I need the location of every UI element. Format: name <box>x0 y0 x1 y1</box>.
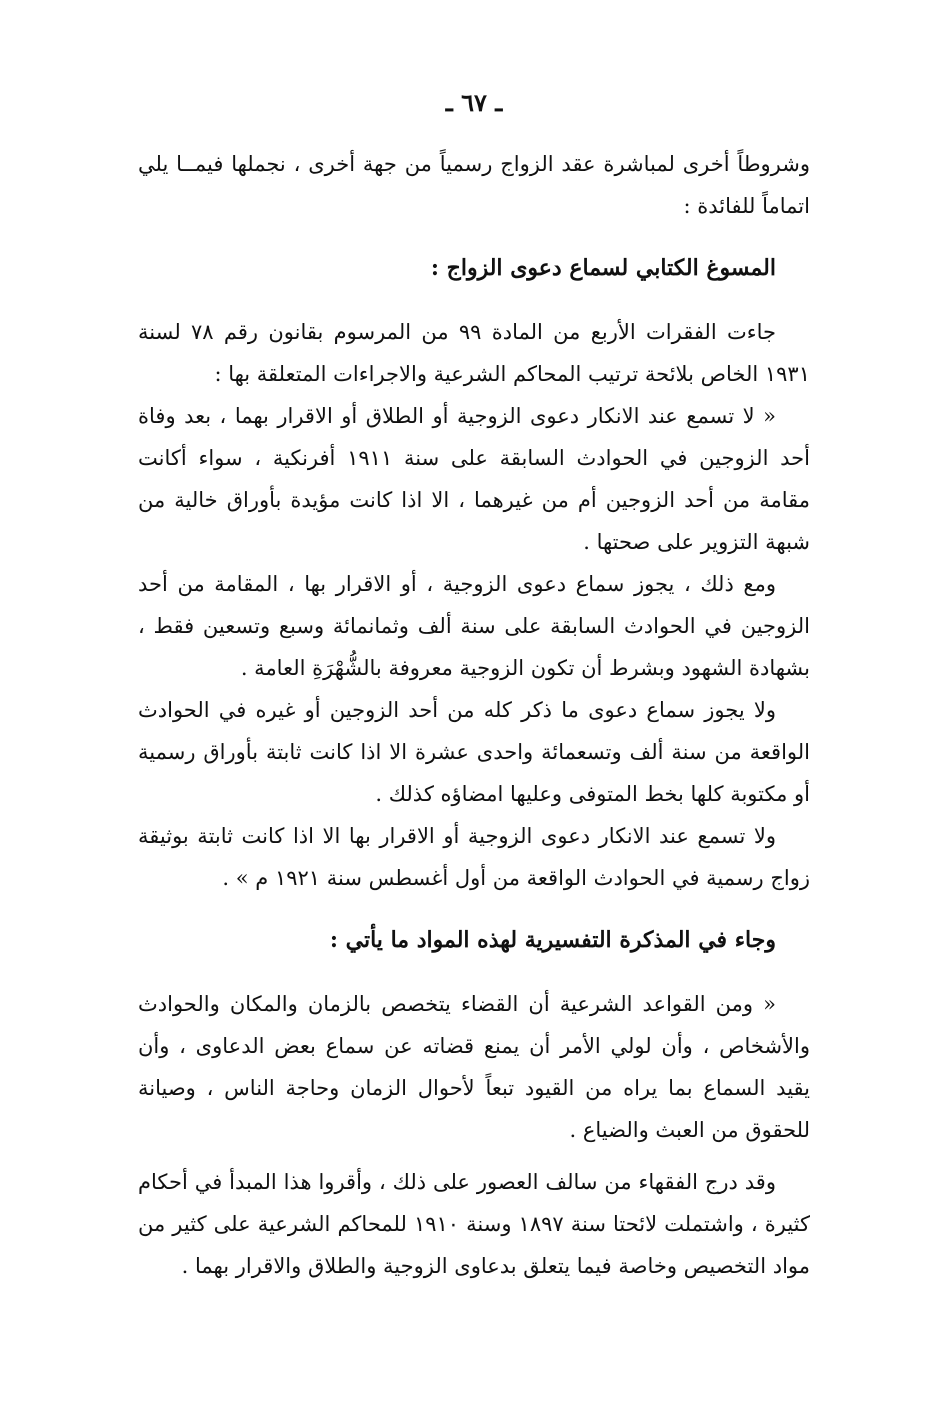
paragraph-quote: ومع ذلك ، يجوز سماع دعوى الزوجية ، أو الاقرار بها ، المقامة من أحد الزوجين في الحوادث السابقة على سنة ألف وثمانمائة وسبع وتسعين فقط ، بشهادة الشهود وبشرط أن تكون الزوجية معروفة بالشُّهْرَةِ العامة . <box>138 572 810 680</box>
page-number: ـ ٦٧ ـ <box>445 88 503 117</box>
paragraph-intro: وشروطاً أخرى لمباشرة عقد الزواج رسمياً من جهة أخرى ، نجملها فيمــا يلي اتماماً للفائدة : <box>138 152 810 218</box>
paragraph-quote: « ومن القواعد الشرعية أن القضاء يتخصص بالزمان والمكان والحوادث والأشخاص ، وأن لولي الأمر أن يمنع قضاته عن سماع بعض الدعاوى ، وأن يقيد السماع بما يراه من القيود تبعاً لأحوال الزمان وحاجة الناس ، وصيانة للحقوق من العبث والضياع . <box>138 992 810 1142</box>
paragraph-quote: « لا تسمع عند الانكار دعوى الزوجية أو الطلاق أو الاقرار بهما ، بعد وفاة أحد الزوجين في الحوادث السابقة على سنة ١٩١١ أفرنكية ، سواء أكانت مقامة من أحد الزوجين أم من غيرهما ، الا اذا كانت مؤيدة بأوراق خالية من شبهة التزوير على صحتها . <box>138 404 810 554</box>
paragraph: وقد درج الفقهاء من سالف العصور على ذلك ، وأقروا هذا المبدأ في أحكام كثيرة ، واشتملت لائحتا سنة ١٨٩٧ وسنة ١٩١٠ للمحاكم الشرعية على كثير من مواد التخصيص وخاصة فيما يتعلق بدعاوى الزوجية والطلاق والاقرار بهما . <box>138 1170 810 1278</box>
section-heading: وجاء في المذكرة التفسيرية لهذه المواد ما يأتي : <box>329 927 776 953</box>
paragraph-quote: ولا تسمع عند الانكار دعوى الزوجية أو الاقرار بها الا اذا كانت ثابتة بوثيقة زواج رسمية في الحوادث الواقعة من أول أغسطس سنة ١٩٢١ م » . <box>138 824 810 890</box>
paragraph: جاءت الفقرات الأربع من المادة ٩٩ من المرسوم بقانون رقم ٧٨ لسنة ١٩٣١ الخاص بلائحة ترتيب المحاكم الشرعية والاجراءات المتعلقة بها : <box>138 320 810 386</box>
paragraph-quote: ولا يجوز سماع دعوى ما ذكر كله من أحد الزوجين أو غيره في الحوادث الواقعة من سنة ألف وتسعمائة واحدى عشرة الا اذا كانت ثابتة بأوراق رسمية أو مكتوبة كلها بخط المتوفى وعليها امضاؤه كذلك . <box>138 698 810 806</box>
section-heading: المسوغ الكتابي لسماع دعوى الزواج : <box>430 255 776 281</box>
